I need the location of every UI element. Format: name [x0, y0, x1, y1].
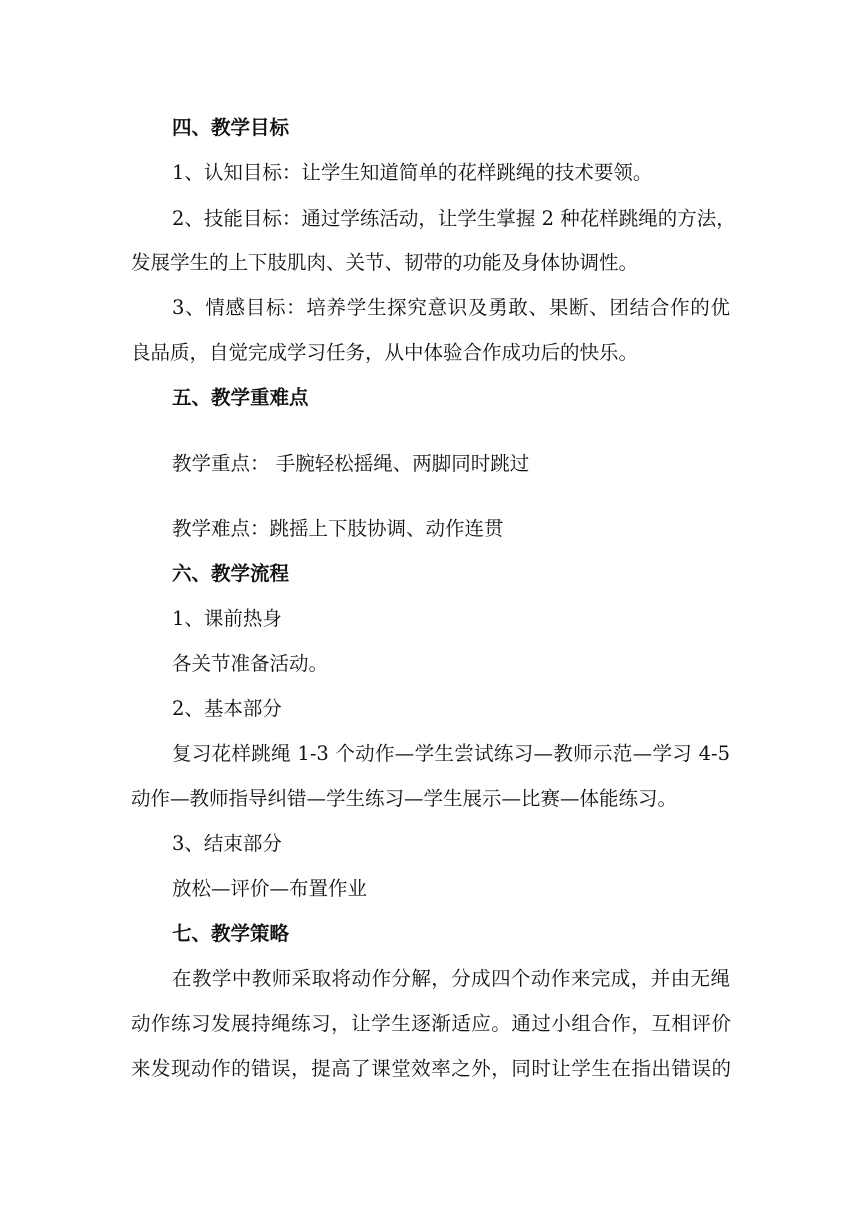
objective-affective-line1: 3、情感目标：培养学生探究意识及勇敢、果断、团结合作的优 [172, 296, 730, 319]
objective-skill-line2: 发展学生的上下肢肌肉、关节、韧带的功能及身体协调性。 [131, 251, 639, 274]
objective-affective-line2: 良品质，自觉完成学习任务，从中体验合作成功后的快乐。 [131, 341, 639, 364]
strategy-para-line3: 来发现动作的错误，提高了课堂效率之外，同时让学生在指出错误的 [131, 1057, 731, 1080]
key-point-difficulty: 教学难点：跳摇上下肢协调、动作连贯 [172, 517, 504, 540]
strategy-para-line1: 在教学中教师采取将动作分解，分成四个动作来完成，并由无绳 [172, 967, 730, 990]
objective-cognitive: 1、认知目标：让学生知道简单的花样跳绳的技术要领。 [172, 161, 653, 184]
section-heading-process: 六、教学流程 [172, 562, 290, 585]
objective-skill-line1: 2、技能目标：通过学练活动，让学生掌握 2 种花样跳绳的方法， [172, 207, 736, 230]
process-step1-title: 1、课前热身 [172, 607, 282, 630]
process-step1-text: 各关节准备活动。 [172, 652, 329, 675]
section-heading-objectives: 四、教学目标 [172, 116, 290, 139]
process-step2-line1: 复习花样跳绳 1-3 个动作—学生尝试练习—教师示范—学习 4-5 [172, 742, 730, 765]
process-step3-text: 放松—评价—布置作业 [172, 877, 368, 900]
section-heading-strategy: 七、教学策略 [172, 922, 290, 945]
process-step2-line2: 动作—教师指导纠错—学生练习—学生展示—比赛—体能练习。 [131, 787, 678, 810]
process-step3-title: 3、结束部分 [172, 832, 282, 855]
key-point-focus: 教学重点： 手腕轻松摇绳、两脚同时跳过 [172, 452, 530, 475]
process-step2-title: 2、基本部分 [172, 697, 282, 720]
section-heading-key-points: 五、教学重难点 [172, 386, 309, 409]
strategy-para-line2: 动作练习发展持绳练习，让学生逐渐适应。通过小组合作，互相评价 [131, 1012, 731, 1035]
